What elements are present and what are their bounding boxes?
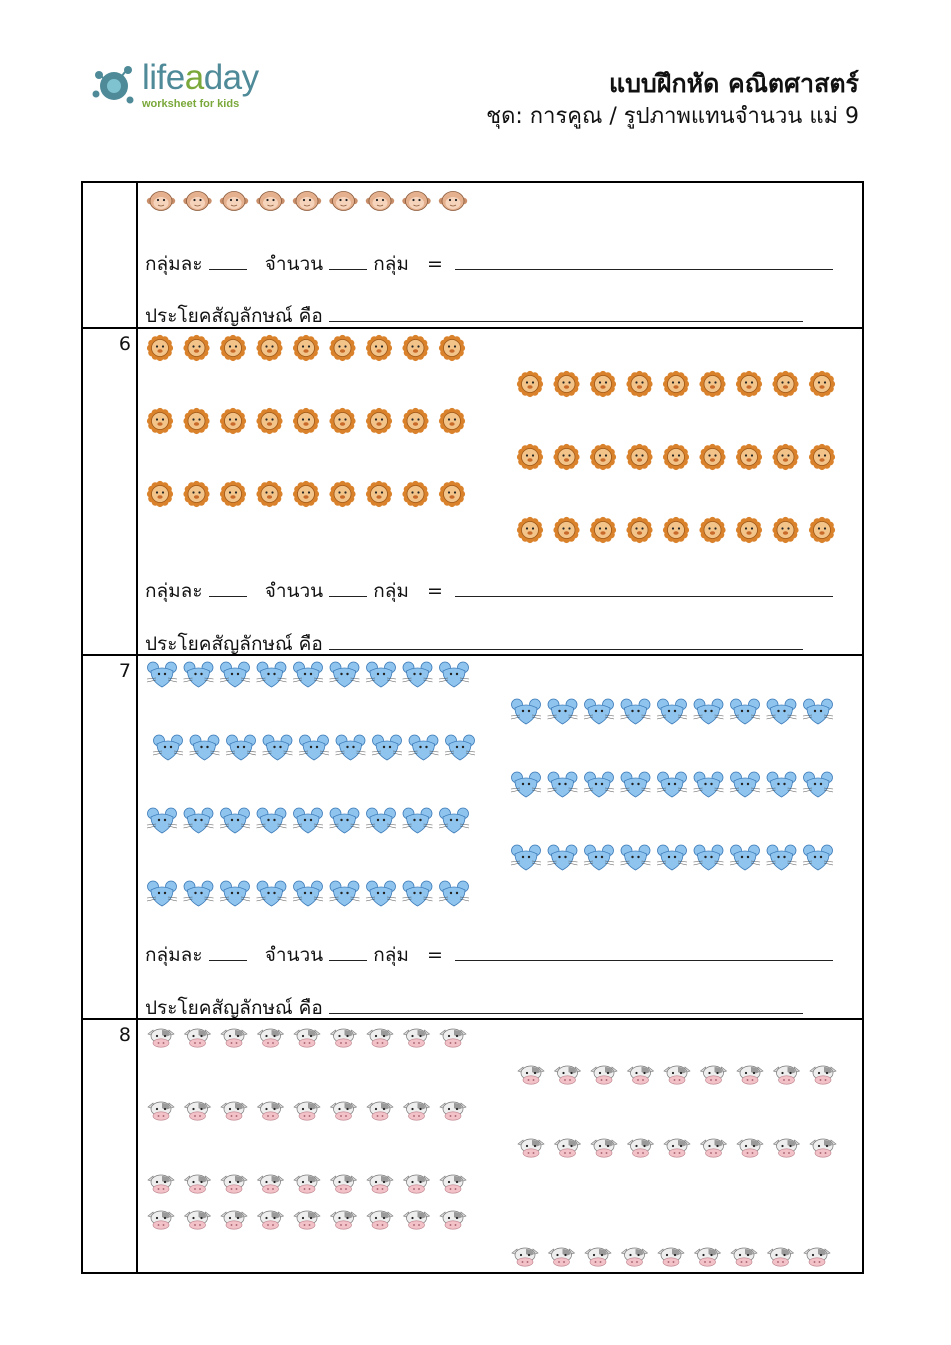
- lion-icon: [663, 444, 689, 470]
- lion-icon: [293, 408, 319, 434]
- cow-icon: [258, 1029, 284, 1047]
- mouse-icon: [439, 881, 469, 906]
- lion-icon: [736, 517, 762, 543]
- cow-icon: [585, 1248, 611, 1266]
- cow-icon: [331, 1211, 357, 1229]
- mouse-icon: [336, 735, 366, 760]
- row-number-8: 8: [118, 1024, 131, 1046]
- mouse-icon: [226, 735, 256, 760]
- per-group-blank[interactable]: [209, 252, 247, 270]
- mouse-icon: [439, 808, 469, 833]
- mouse-icon: [184, 662, 214, 687]
- monkey-icon: [439, 192, 467, 211]
- mouse-icon: [621, 699, 651, 724]
- lion-icon: [626, 371, 652, 397]
- cow-icon: [512, 1248, 538, 1266]
- mouse-icon: [511, 772, 541, 797]
- cow-icon: [701, 1139, 727, 1157]
- lion-icon: [699, 371, 725, 397]
- cow-icon: [148, 1102, 174, 1120]
- mouse-group: [153, 733, 477, 761]
- sentence-blank[interactable]: [329, 996, 803, 1014]
- mouse-icon: [147, 881, 177, 906]
- lion-icon: [147, 481, 173, 507]
- lion-icon: [439, 481, 465, 507]
- mouse-group: [511, 770, 835, 798]
- lion-group: [147, 334, 469, 362]
- per-group-blank[interactable]: [209, 579, 247, 597]
- cow-icon: [148, 1029, 174, 1047]
- worksheet-subtitle: ชุด: การคูณ / รูปภาพแทนจำนวน แม่ 9: [486, 104, 859, 129]
- cow-group: [147, 1099, 469, 1127]
- number-column-divider: [136, 183, 138, 1272]
- cow-icon: [628, 1066, 654, 1084]
- lion-icon: [626, 444, 652, 470]
- mouse-icon: [263, 735, 293, 760]
- sentence-blank[interactable]: [329, 632, 803, 650]
- mouse-icon: [190, 735, 220, 760]
- cow-group: [517, 1136, 839, 1164]
- lion-icon: [663, 517, 689, 543]
- lion-icon: [293, 335, 319, 361]
- cow-icon: [440, 1029, 466, 1047]
- cow-icon: [440, 1211, 466, 1229]
- mouse-icon: [184, 808, 214, 833]
- mouse-icon: [330, 881, 360, 906]
- lion-icon: [366, 481, 392, 507]
- mouse-icon: [621, 772, 651, 797]
- lion-icon: [293, 481, 319, 507]
- lion-icon: [517, 371, 543, 397]
- answer-blank[interactable]: [455, 943, 833, 961]
- answer-blank[interactable]: [455, 579, 833, 597]
- mouse-icon: [330, 662, 360, 687]
- lion-icon: [329, 481, 355, 507]
- mouse-icon: [439, 662, 469, 687]
- mouse-icon: [694, 699, 724, 724]
- cow-icon: [404, 1175, 430, 1193]
- lion-icon: [663, 371, 689, 397]
- cow-group: [517, 1063, 839, 1091]
- lion-icon: [699, 444, 725, 470]
- mouse-icon: [445, 735, 475, 760]
- mouse-icon: [767, 772, 797, 797]
- lion-icon: [772, 371, 798, 397]
- lion-icon: [517, 444, 543, 470]
- mouse-icon: [730, 845, 760, 870]
- cow-icon: [367, 1102, 393, 1120]
- lion-icon: [736, 444, 762, 470]
- cow-icon: [774, 1066, 800, 1084]
- answer-line: กลุ่มละ จำนวน กลุ่ม =: [145, 249, 833, 279]
- answer-blank[interactable]: [455, 252, 833, 270]
- monkey-icon: [402, 192, 430, 211]
- mouse-group: [511, 697, 835, 725]
- mouse-icon: [366, 881, 396, 906]
- cow-icon: [591, 1066, 617, 1084]
- lion-icon: [220, 481, 246, 507]
- mouse-icon: [372, 735, 402, 760]
- sentence-line: ประโยคสัญลักษณ์ คือ: [145, 993, 803, 1023]
- cow-group: [511, 1245, 833, 1273]
- cow-icon: [658, 1248, 684, 1266]
- monkey-group: [147, 189, 469, 217]
- lion-icon: [772, 517, 798, 543]
- lion-group: [517, 443, 839, 471]
- cow-icon: [440, 1175, 466, 1193]
- cow-icon: [331, 1175, 357, 1193]
- cow-icon: [737, 1066, 763, 1084]
- mouse-group: [511, 843, 835, 871]
- cow-icon: [294, 1175, 320, 1193]
- cow-icon: [148, 1211, 174, 1229]
- lion-icon: [590, 517, 616, 543]
- lion-icon: [517, 517, 543, 543]
- answer-line: กลุ่มละ จำนวน กลุ่ม =: [145, 576, 833, 606]
- logo-icon: [90, 62, 138, 110]
- monkey-icon: [220, 192, 248, 211]
- cow-icon: [737, 1139, 763, 1157]
- cow-icon: [591, 1139, 617, 1157]
- lion-icon: [439, 335, 465, 361]
- mouse-icon: [694, 772, 724, 797]
- mouse-icon: [657, 845, 687, 870]
- mouse-icon: [803, 845, 833, 870]
- mouse-icon: [621, 845, 651, 870]
- cow-icon: [294, 1029, 320, 1047]
- mouse-icon: [584, 699, 614, 724]
- mouse-icon: [403, 808, 433, 833]
- monkey-icon: [329, 192, 357, 211]
- cow-icon: [331, 1102, 357, 1120]
- logo-tagline: worksheet for kids: [142, 98, 240, 110]
- lion-icon: [809, 517, 835, 543]
- lion-icon: [220, 408, 246, 434]
- mouse-icon: [220, 881, 250, 906]
- lion-icon: [256, 408, 282, 434]
- lion-icon: [736, 371, 762, 397]
- lion-group: [147, 407, 469, 435]
- count-blank[interactable]: [329, 579, 367, 597]
- mouse-icon: [511, 845, 541, 870]
- lion-icon: [402, 408, 428, 434]
- mouse-icon: [511, 699, 541, 724]
- lion-icon: [329, 335, 355, 361]
- cow-icon: [258, 1211, 284, 1229]
- lion-group: [517, 370, 839, 398]
- mouse-icon: [657, 772, 687, 797]
- logo-wordmark: lifeaday: [142, 58, 259, 97]
- cow-icon: [221, 1175, 247, 1193]
- lion-icon: [183, 335, 209, 361]
- cow-icon: [622, 1248, 648, 1266]
- cow-icon: [804, 1248, 830, 1266]
- per-group-blank[interactable]: [209, 943, 247, 961]
- mouse-icon: [657, 699, 687, 724]
- row-number-6: 6: [118, 333, 131, 355]
- cow-icon: [701, 1066, 727, 1084]
- lion-icon: [220, 335, 246, 361]
- mouse-icon: [366, 662, 396, 687]
- mouse-icon: [803, 772, 833, 797]
- mouse-icon: [184, 881, 214, 906]
- lion-icon: [699, 517, 725, 543]
- monkey-icon: [256, 192, 284, 211]
- lion-icon: [183, 408, 209, 434]
- mouse-icon: [548, 772, 578, 797]
- cow-icon: [367, 1211, 393, 1229]
- mouse-icon: [257, 808, 287, 833]
- monkey-icon: [366, 192, 394, 211]
- cow-icon: [549, 1248, 575, 1266]
- cow-icon: [664, 1066, 690, 1084]
- cow-group: [147, 1172, 469, 1200]
- cow-icon: [404, 1029, 430, 1047]
- lion-icon: [329, 408, 355, 434]
- cow-group: [147, 1026, 469, 1054]
- lion-icon: [809, 444, 835, 470]
- cow-icon: [221, 1211, 247, 1229]
- lion-icon: [809, 371, 835, 397]
- mouse-icon: [403, 881, 433, 906]
- mouse-icon: [767, 699, 797, 724]
- monkey-icon: [183, 192, 211, 211]
- mouse-icon: [694, 845, 724, 870]
- cow-icon: [404, 1102, 430, 1120]
- mouse-icon: [330, 808, 360, 833]
- mouse-group: [147, 879, 471, 907]
- count-blank[interactable]: [329, 252, 367, 270]
- mouse-icon: [293, 808, 323, 833]
- lion-icon: [183, 481, 209, 507]
- lion-icon: [256, 335, 282, 361]
- lion-icon: [626, 517, 652, 543]
- lion-icon: [439, 408, 465, 434]
- cow-icon: [258, 1102, 284, 1120]
- lion-group: [147, 480, 469, 508]
- mouse-icon: [584, 845, 614, 870]
- cow-icon: [331, 1029, 357, 1047]
- cow-icon: [664, 1139, 690, 1157]
- lion-icon: [553, 444, 579, 470]
- monkey-icon: [293, 192, 321, 211]
- mouse-icon: [153, 735, 183, 760]
- worksheet-table: [81, 181, 864, 1274]
- sentence-blank[interactable]: [329, 304, 803, 322]
- answer-line: กลุ่มละ จำนวน กลุ่ม =: [145, 940, 833, 970]
- cow-icon: [810, 1139, 836, 1157]
- mouse-icon: [803, 699, 833, 724]
- count-blank[interactable]: [329, 943, 367, 961]
- cow-icon: [518, 1139, 544, 1157]
- cow-icon: [221, 1102, 247, 1120]
- mouse-group: [147, 660, 471, 688]
- mouse-group: [147, 806, 471, 834]
- cow-icon: [555, 1139, 581, 1157]
- lion-icon: [772, 444, 798, 470]
- mouse-icon: [220, 808, 250, 833]
- mouse-icon: [548, 699, 578, 724]
- sentence-line: ประโยคสัญลักษณ์ คือ: [145, 301, 803, 331]
- mouse-icon: [293, 881, 323, 906]
- mouse-icon: [147, 662, 177, 687]
- lion-icon: [590, 444, 616, 470]
- lion-icon: [402, 481, 428, 507]
- worksheet-title: แบบฝึกหัด คณิตศาสตร์: [608, 69, 859, 98]
- cow-icon: [768, 1248, 794, 1266]
- cow-icon: [185, 1211, 211, 1229]
- lion-icon: [366, 335, 392, 361]
- mouse-icon: [730, 772, 760, 797]
- mouse-icon: [293, 662, 323, 687]
- lion-icon: [256, 481, 282, 507]
- mouse-icon: [366, 808, 396, 833]
- cow-group: [147, 1208, 469, 1236]
- cow-icon: [731, 1248, 757, 1266]
- lion-group: [517, 516, 839, 544]
- cow-icon: [221, 1029, 247, 1047]
- cow-icon: [367, 1175, 393, 1193]
- lion-icon: [553, 371, 579, 397]
- cow-icon: [518, 1066, 544, 1084]
- lion-icon: [553, 517, 579, 543]
- cow-icon: [185, 1175, 211, 1193]
- cow-icon: [185, 1029, 211, 1047]
- sentence-line: ประโยคสัญลักษณ์ คือ: [145, 629, 803, 659]
- lion-icon: [402, 335, 428, 361]
- mouse-icon: [730, 699, 760, 724]
- mouse-icon: [584, 772, 614, 797]
- cow-icon: [774, 1139, 800, 1157]
- monkey-icon: [147, 192, 175, 211]
- cow-icon: [185, 1102, 211, 1120]
- mouse-icon: [299, 735, 329, 760]
- lion-icon: [366, 408, 392, 434]
- mouse-icon: [403, 662, 433, 687]
- lifeaday-logo: [90, 58, 280, 112]
- mouse-icon: [257, 881, 287, 906]
- mouse-icon: [257, 662, 287, 687]
- cow-icon: [148, 1175, 174, 1193]
- cow-icon: [404, 1211, 430, 1229]
- mouse-icon: [548, 845, 578, 870]
- cow-icon: [294, 1211, 320, 1229]
- cow-icon: [810, 1066, 836, 1084]
- cow-icon: [555, 1066, 581, 1084]
- lion-icon: [147, 408, 173, 434]
- lion-icon: [590, 371, 616, 397]
- mouse-icon: [767, 845, 797, 870]
- mouse-icon: [220, 662, 250, 687]
- mouse-icon: [409, 735, 439, 760]
- cow-icon: [695, 1248, 721, 1266]
- cow-icon: [440, 1102, 466, 1120]
- mouse-icon: [147, 808, 177, 833]
- lion-icon: [147, 335, 173, 361]
- cow-icon: [628, 1139, 654, 1157]
- cow-icon: [367, 1029, 393, 1047]
- row-number-7: 7: [118, 660, 131, 682]
- cow-icon: [294, 1102, 320, 1120]
- cow-icon: [258, 1175, 284, 1193]
